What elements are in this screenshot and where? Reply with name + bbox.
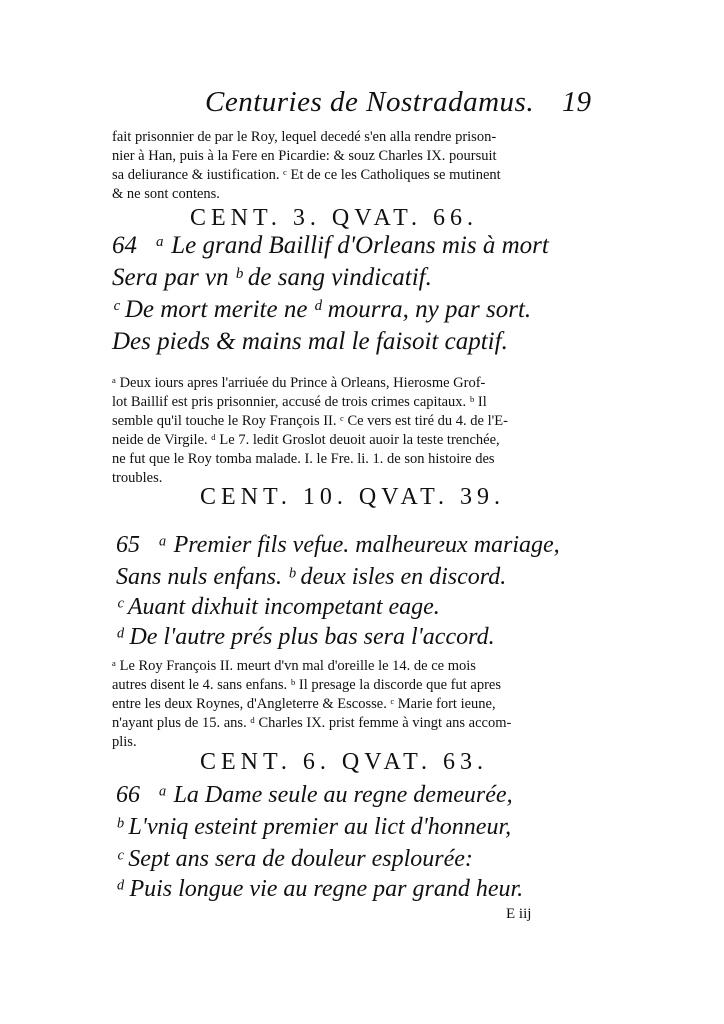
- note-line: ᵃ Le Roy François II. meurt d'vn mal d'oreille le 14. de ce mois: [112, 658, 476, 674]
- verse-line: [116, 532, 560, 559]
- verse-text: Des pieds & mains mal le faisoit captif.: [112, 328, 508, 355]
- annotation-paragraph: [112, 374, 508, 488]
- verse-text: ᶜ Auant dixhuit incompetant eage.: [116, 594, 440, 620]
- verse-line: [116, 624, 495, 651]
- prose-line: & ne sont contens.: [112, 186, 220, 202]
- prose-line: nier à Han, puis à la Fere en Picardie: & souz Charles IX. poursuit: [112, 148, 497, 164]
- section-heading-cent-6: CENT. 6. QVAT. 63.: [200, 749, 488, 775]
- verse-text: ᶜ Sept ans sera de douleur esplourée:: [116, 846, 473, 872]
- verse-line: [112, 264, 432, 292]
- section-heading-cent-3: CENT. 3. QVAT. 66.: [190, 205, 478, 231]
- annotation-paragraph: [112, 657, 511, 752]
- note-line: neide de Virgile. ᵈ Le 7. ledit Groslot deuoit auoir la teste trenchée,: [112, 432, 500, 448]
- section-heading-cent-10: CENT. 10. QVAT. 39.: [200, 484, 505, 510]
- note-line: ne fut que le Roy tomba malade. I. le Fre. li. 1. de son histoire des: [112, 451, 495, 467]
- verse-text: Sans nuls enfans. ᵇ deux isles en discord.: [116, 564, 507, 590]
- note-line: semble qu'il touche le Roy François II. ᶜ Ce vers est tiré du 4. de l'E-: [112, 413, 508, 429]
- verse-text: ᵃ Le grand Baillif d'Orleans mis à mort: [155, 232, 549, 259]
- verse-text: ᵇ L'vniq esteint premier au lict d'honneur,: [116, 814, 512, 840]
- verse-text: Sera par vn ᵇ de sang vindicatif.: [112, 264, 432, 291]
- quatrain-number: 66: [116, 782, 140, 808]
- note-line: lot Baillif est pris prisonnier, accusé de trois crimes capitaux. ᵇ Il: [112, 394, 487, 410]
- running-header-title: Centuries de Nostradamus.: [205, 86, 535, 118]
- signature-mark: E iij: [506, 906, 532, 922]
- quatrain-number: 64: [112, 232, 137, 259]
- verse-line: [116, 846, 473, 873]
- verse-line: [112, 232, 549, 260]
- verse-line: [116, 594, 440, 621]
- note-line: autres disent le 4. sans enfans. ᵇ Il presage la discorde que fut apres: [112, 677, 502, 693]
- prose-line: fait prisonnier de par le Roy, lequel decedé s'en alla rendre prison-: [112, 129, 497, 145]
- verse-text: ᵃ La Dame seule au regne demeurée,: [158, 782, 513, 808]
- verse-line: [112, 296, 531, 324]
- note-line: plis.: [112, 734, 137, 750]
- prose-line: sa deliurance & iustification. ᶜ Et de ce les Catholiques se mutinent: [112, 167, 501, 183]
- note-line: entre les deux Roynes, d'Angleterre & Escosse. ᶜ Marie fort ieune,: [112, 696, 496, 712]
- quatrain-number: 65: [116, 532, 140, 558]
- verse-text: ᵈ Puis longue vie au regne par grand heur.: [116, 876, 524, 902]
- intro-paragraph: [112, 128, 501, 204]
- verse-line: [116, 814, 511, 841]
- note-line: troubles.: [112, 470, 163, 486]
- verse-text: ᵈ De l'autre prés plus bas sera l'accord.: [116, 624, 495, 650]
- verse-text: ᵃ Premier fils vefue. malheureux mariage,: [158, 532, 560, 558]
- note-line: ᵃ Deux iours apres l'arriuée du Prince à Orleans, Hierosme Grof-: [112, 375, 486, 391]
- page-number: 19: [562, 86, 591, 118]
- verse-text: ᶜ De mort merite ne ᵈ mourra, ny par sort.: [112, 296, 532, 323]
- verse-line: [116, 876, 523, 903]
- verse-line: [116, 782, 513, 809]
- note-line: n'ayant plus de 15. ans. ᵈ Charles IX. prist femme à vingt ans accom-: [112, 715, 512, 731]
- verse-line: [116, 564, 506, 591]
- verse-line: [112, 328, 508, 356]
